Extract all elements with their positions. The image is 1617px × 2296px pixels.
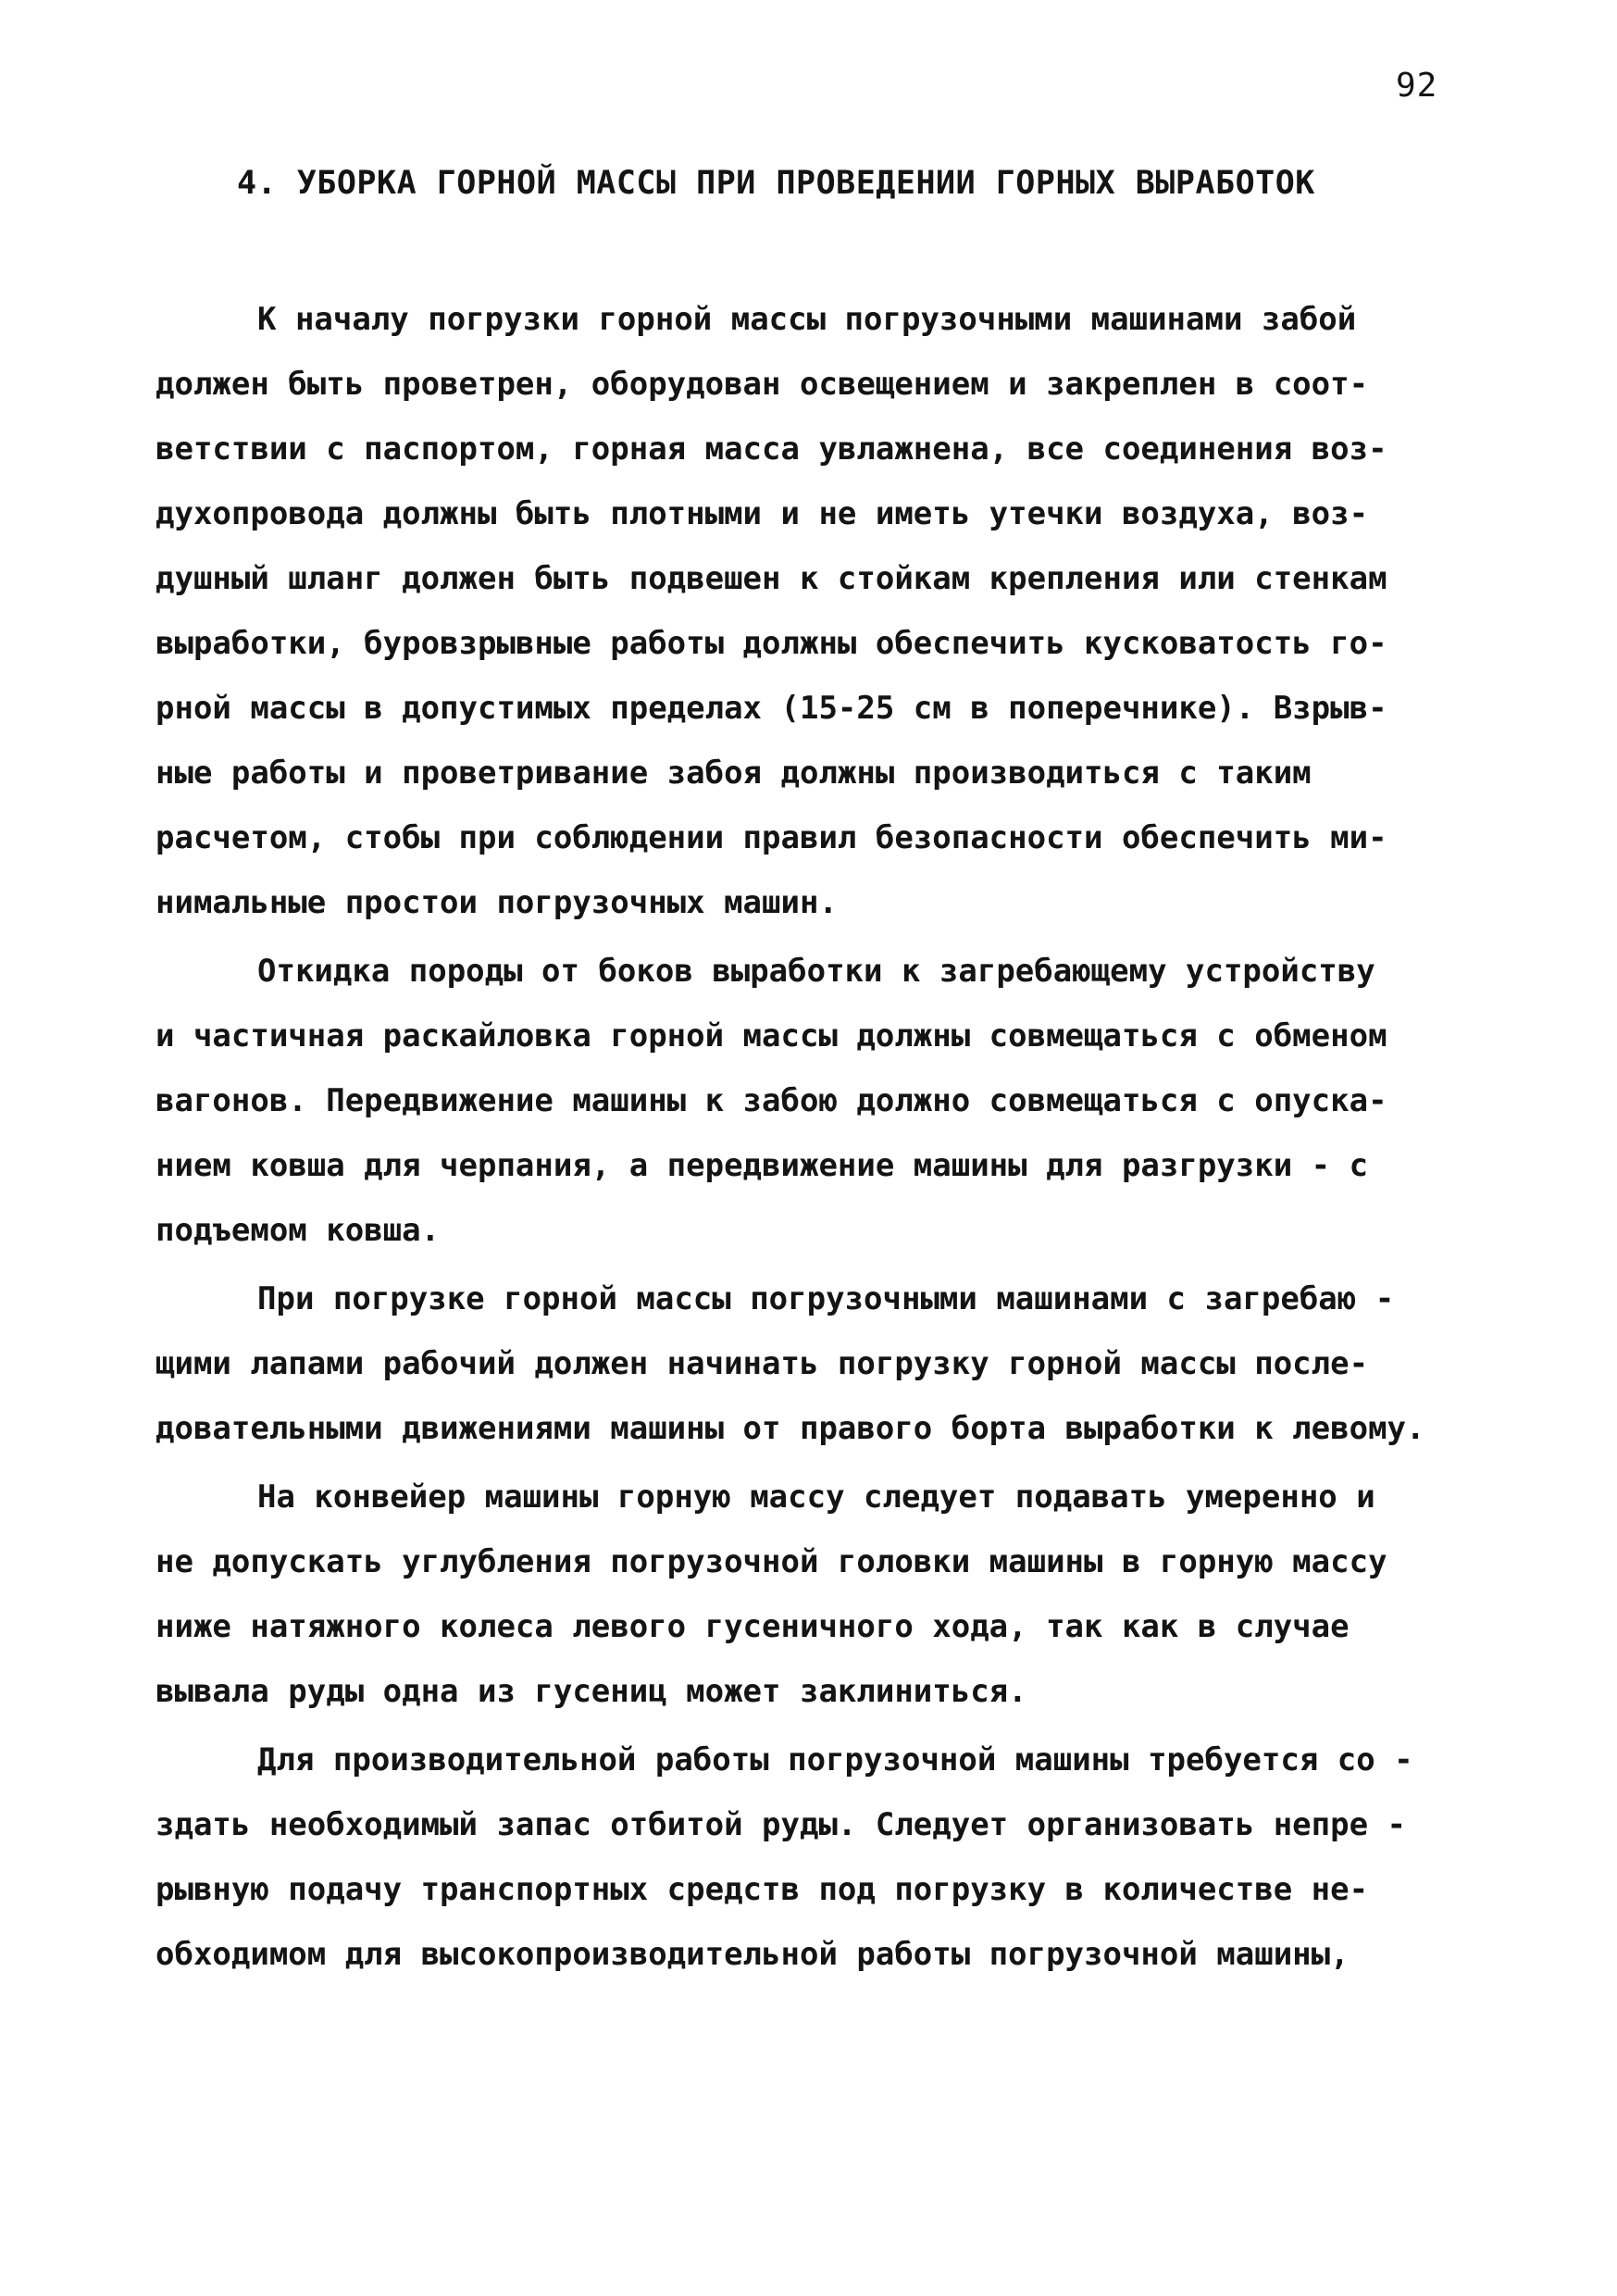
text-line: К началу погрузки горной массы погрузочными машинами забой: [257, 301, 1357, 338]
text-line: На конвейер машины горную массу следует подавать умеренно и: [257, 1479, 1375, 1516]
text-line: здать необходимый запас отбитой руды. Следует организовать непре -: [155, 1806, 1407, 1843]
text-line: не допускать углубления погрузочной головки машины в горную массу: [155, 1543, 1387, 1580]
text-line: нием ковша для черпания, а передвижение машины для разгрузки - с: [155, 1147, 1369, 1184]
section-heading: 4. УБОРКА ГОРНОЙ МАССЫ ПРИ ПРОВЕДЕНИИ ГОРНЫХ ВЫРАБОТОК: [237, 165, 1315, 202]
page-number: 92: [1396, 67, 1438, 105]
text-line: Для производительной работы погрузочной машины требуется со -: [257, 1741, 1413, 1778]
text-line: и частичная раскайловка горной массы должны совмещаться с обменом: [155, 1017, 1387, 1054]
text-line: ные работы и проветривание забоя должны производиться с таким: [155, 755, 1312, 792]
text-line: нимальные простои погрузочных машин.: [155, 884, 838, 921]
body-text: [155, 287, 1516, 1987]
text-line: ветствии с паспортом, горная масса увлажнена, все соединения воз-: [155, 430, 1387, 468]
paragraph: [155, 939, 1516, 1263]
text-line: При погрузке горной массы погрузочными машинами с загребаю -: [257, 1280, 1395, 1317]
text-line: духопровода должны быть плотными и не иметь утечки воздуха, воз-: [155, 495, 1369, 532]
paragraph: [155, 1465, 1516, 1724]
text-line: подъемом ковша.: [155, 1212, 441, 1249]
text-line: душный шланг должен быть подвешен к стойкам крепления или стенкам: [155, 560, 1387, 597]
text-line: вагонов. Передвижение машины к забою должно совмещаться с опуска-: [155, 1082, 1387, 1119]
text-line: рной массы в допустимых пределах (15-25 см в поперечнике). Взрыв-: [155, 690, 1387, 727]
text-line: Откидка породы от боков выработки к загребающему устройству: [257, 953, 1375, 990]
text-line: вывала руды одна из гусениц может заклиниться.: [155, 1673, 1027, 1710]
text-line: щими лапами рабочий должен начинать погрузку горной массы после-: [155, 1345, 1369, 1382]
text-line: должен быть проветрен, оборудован освещением и закреплен в соот-: [155, 366, 1369, 403]
text-line: обходимом для высокопроизводительной работы погрузочной машины,: [155, 1936, 1350, 1973]
text-line: ниже натяжного колеса левого гусеничного хода, так как в случае: [155, 1608, 1350, 1645]
paragraph: [155, 1267, 1516, 1461]
text-line: рывную подачу транспортных средств под погрузку в количестве не-: [155, 1871, 1369, 1908]
text-line: довательными движениями машины от правого борта выработки к левому.: [155, 1410, 1425, 1447]
text-line: расчетом, стобы при соблюдении правил безопасности обеспечить ми-: [155, 819, 1387, 856]
text-line: выработки, буровзрывные работы должны обеспечить кусковатость го-: [155, 625, 1387, 662]
paragraph: [155, 1728, 1516, 1987]
paragraph: [155, 287, 1516, 935]
